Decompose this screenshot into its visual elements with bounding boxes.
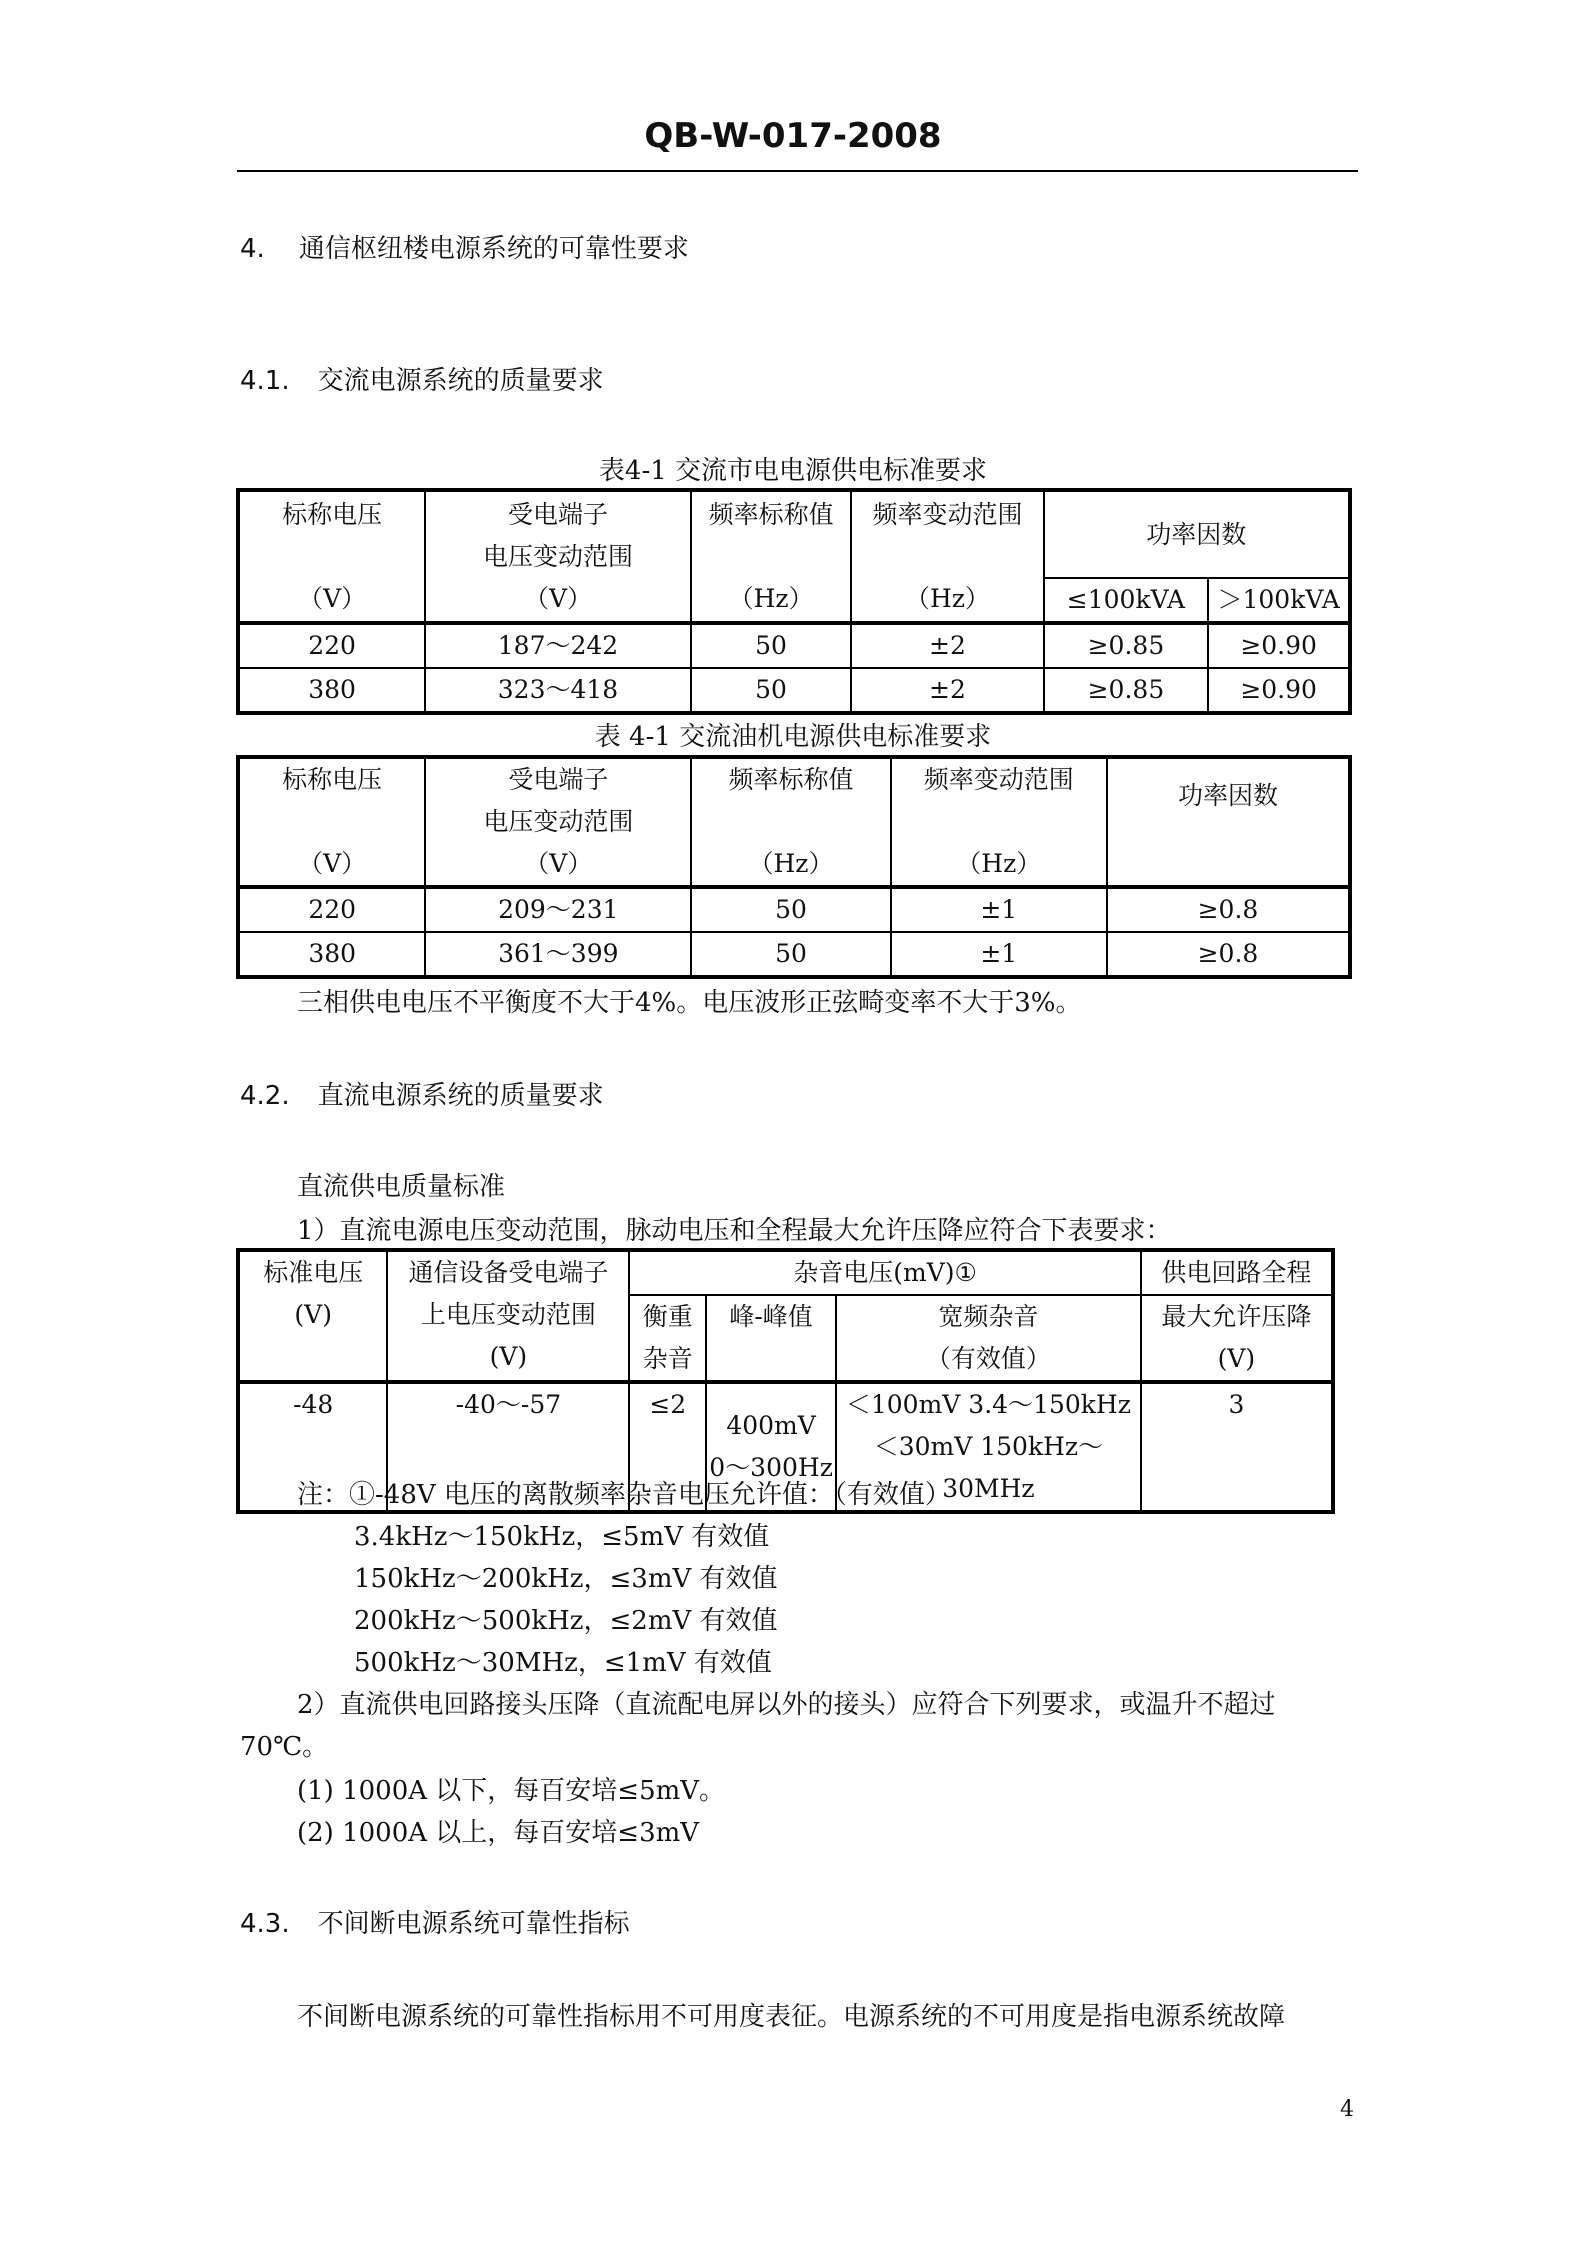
dc-item-2: 2）直流供电回路接头压降（直流配电屏以外的接头）应符合下列要求，或温升不超过 <box>297 1690 1276 1720</box>
table-ac-mains <box>236 488 1352 715</box>
section-num: 4.1. <box>240 366 290 396</box>
header-cell: 通信设备受电端子 上电压变动范围 (V) <box>387 1250 629 1382</box>
section-4-heading <box>240 228 689 265</box>
section-num: 4. <box>240 234 265 264</box>
section-4-3-heading <box>240 1903 630 1940</box>
note-line: 500kHz～30MHz，≤1mV 有效值 <box>354 1648 772 1678</box>
header-cell: 受电端子 电压变动范围 （V） <box>425 490 691 623</box>
note-line: 3.4kHz～150kHz，≤5mV 有效值 <box>354 1522 770 1552</box>
ac-note: 三相供电电压不平衡度不大于4%。电压波形正弦畸变率不大于3%。 <box>297 988 1082 1018</box>
header-cell: 受电端子 电压变动范围 （V） <box>425 757 691 887</box>
table-ac-generator <box>236 755 1352 979</box>
section-title: 交流电源系统的质量要求 <box>317 366 604 396</box>
section-title: 直流电源系统的质量要求 <box>317 1081 604 1111</box>
table-row: 220 209～231 50 ±1 ≥0.8 <box>238 887 1350 932</box>
dc-item-2-cont: 70℃。 <box>240 1732 329 1762</box>
header-cell: ≤100kVA <box>1044 578 1209 623</box>
header-rule <box>237 170 1358 172</box>
header-cell: 宽频杂音 （有效值） <box>836 1295 1141 1382</box>
header-cell: 功率因数 <box>1107 757 1350 887</box>
section-4-1-heading <box>240 360 604 397</box>
header-cell: ＞100kVA <box>1208 578 1350 623</box>
header-cell: 峰-峰值 <box>706 1295 836 1382</box>
dc-sub-2: (2) 1000A 以上，每百安培≤3mV <box>297 1818 700 1848</box>
note-line: 200kHz～500kHz，≤2mV 有效值 <box>354 1606 778 1636</box>
header-cell: 供电回路全程 <box>1141 1250 1333 1295</box>
header-cell: 频率变动范围 （Hz） <box>891 757 1107 887</box>
header-cell: 标称电压 （V） <box>238 757 425 887</box>
header-cell: 功率因数 <box>1044 490 1350 578</box>
header-cell: 频率标称值 （Hz） <box>691 757 890 887</box>
header-cell: 标准电压 (V) <box>238 1250 387 1382</box>
table-row: -48 -40～-57 ≤2 400mV 0～300Hz ＜100mV 3.4～150kHz ＜30mV 150kHz～30MHz 3 <box>238 1382 1333 1512</box>
section-title: 不间断电源系统可靠性指标 <box>317 1909 630 1939</box>
dc-sub-1: (1) 1000A 以下，每百安培≤5mV。 <box>297 1776 726 1806</box>
header-cell: 最大允许压降 (V) <box>1141 1295 1333 1382</box>
dc-item-1: 1）直流电源电压变动范围，脉动电压和全程最大允许压降应符合下表要求： <box>297 1216 1172 1246</box>
table-row: 380 361～399 50 ±1 ≥0.8 <box>238 932 1350 977</box>
section-title: 通信枢纽楼电源系统的可靠性要求 <box>298 234 689 264</box>
header-cell: 杂音电压(mV)① <box>629 1250 1140 1295</box>
header-cell: 标称电压 （V） <box>238 490 425 623</box>
table1-caption: 表4-1 交流市电电源供电标准要求 <box>598 456 988 486</box>
paragraph-4-3: 不间断电源系统的可靠性指标用不可用度表征。电源系统的不可用度是指电源系统故障 <box>297 2002 1286 2032</box>
table-row: 380 323～418 50 ±2 ≥0.85 ≥0.90 <box>238 668 1350 713</box>
table-row: 220 187～242 50 ±2 ≥0.85 ≥0.90 <box>238 623 1350 668</box>
dc-standard-title: 直流供电质量标准 <box>297 1172 506 1202</box>
section-num: 4.2. <box>240 1081 290 1111</box>
header-cell: 衡重 杂音 <box>629 1295 706 1382</box>
note-line: 150kHz～200kHz，≤3mV 有效值 <box>354 1564 778 1594</box>
section-4-2-heading <box>240 1075 604 1112</box>
table2-caption: 表 4-1 交流油机电源供电标准要求 <box>594 722 992 752</box>
section-num: 4.3. <box>240 1909 290 1939</box>
header-cell: 频率标称值 （Hz） <box>691 490 851 623</box>
header-cell: 频率变动范围 （Hz） <box>851 490 1043 623</box>
page-number: 4 <box>1340 2097 1354 2122</box>
document-code-header: QB-W-017-2008 <box>644 116 942 156</box>
note-line: 注：①-48V 电压的离散频率杂音电压允许值：（有效值） <box>297 1480 951 1510</box>
